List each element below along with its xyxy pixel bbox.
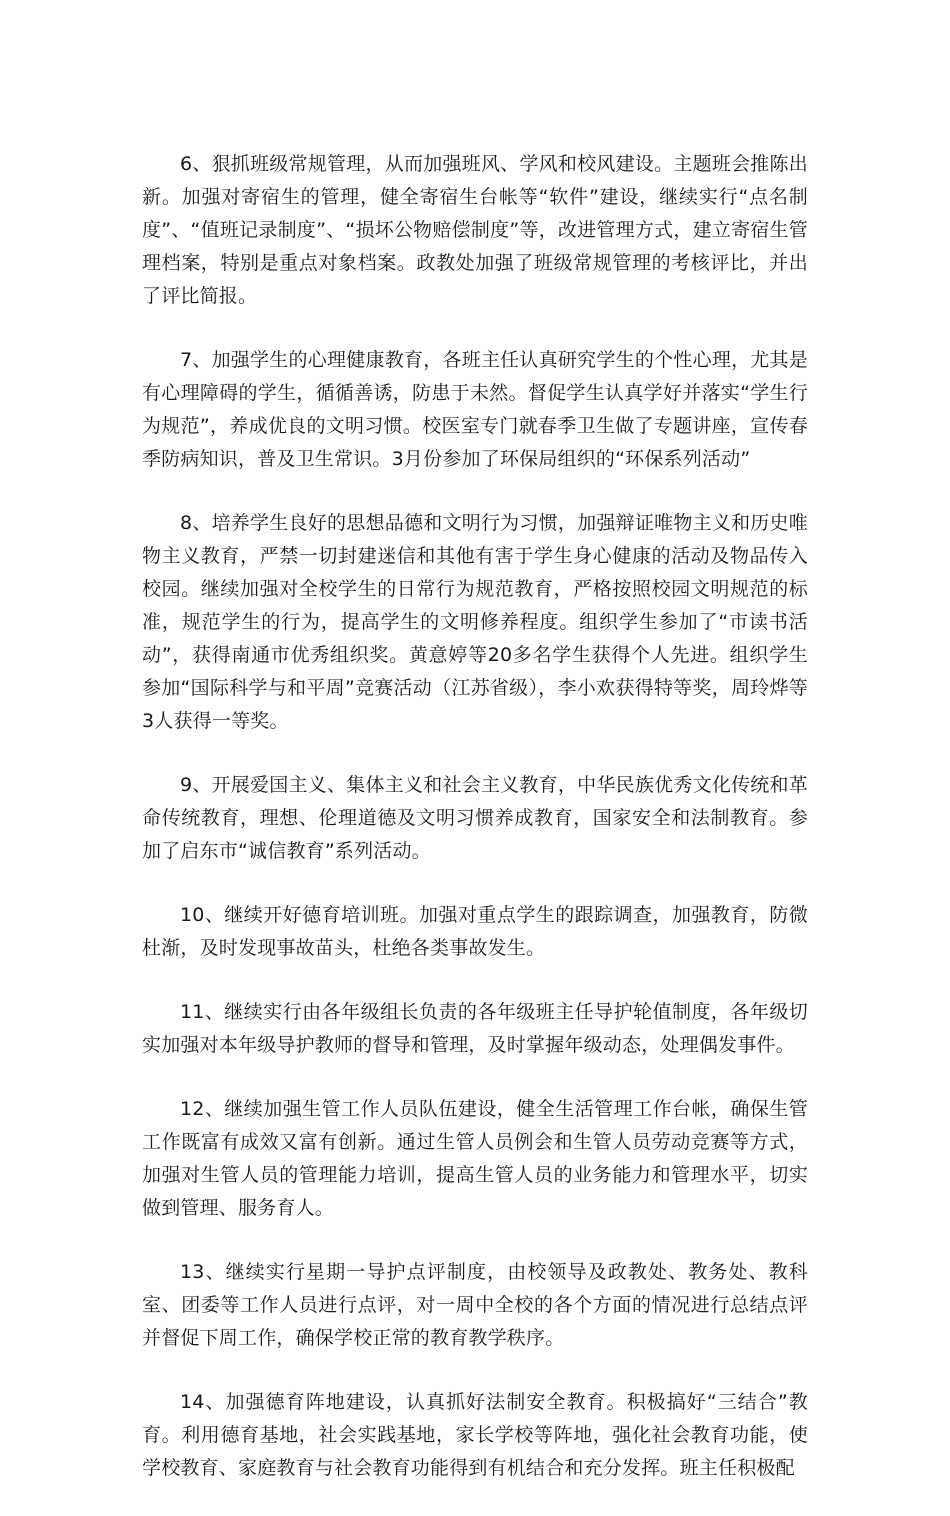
paragraph-item-14: 14、加强德育阵地建设，认真抓好法制安全教育。积极搞好“三结合”教育。利用德育基地，社会实践基地，家长学校等阵地，强化社会教育功能，使学校教育、家庭教育与社会教育功能得到有机结合和充分发挥。班主任积极配 bbox=[142, 1391, 808, 1479]
document-body bbox=[142, 148, 808, 1516]
paragraph-item-13: 13、继续实行星期一导护点评制度，由校领导及政教处、教务处、教科室、团委等工作人员进行点评，对一周中全校的各个方面的情况进行总结点评并督促下周工作，确保学校正常的教育教学秩序。 bbox=[142, 1261, 808, 1349]
paragraph-item-7: 7、加强学生的心理健康教育，各班主任认真研究学生的个性心理，尤其是有心理障碍的学生，循循善诱，防患于未然。督促学生认真学好并落实“学生行为规范”，养成优良的文明习惯。校医室专门就春季卫生做了专题讲座，宣传春季防病知识，普及卫生常识。3月份参加了环保局组织的“环保系列活动” bbox=[142, 349, 808, 470]
paragraph-item-6: 6、狠抓班级常规管理，从而加强班风、学风和校风建设。主题班会推陈出新。加强对寄宿生的管理，健全寄宿生台帐等“软件”建设，继续实行“点名制度”、“值班记录制度”、“损坏公物赔偿制度”等，改进管理方式，建立寄宿生管理档案，特别是重点对象档案。政教处加强了班级常规管理的考核评比，并出了评比简报。 bbox=[142, 153, 808, 307]
paragraph-item-11: 11、继续实行由各年级组长负责的各年级班主任导护轮值制度，各年级切实加强对本年级导护教师的督导和管理，及时掌握年级动态，处理偶发事件。 bbox=[142, 1001, 808, 1056]
paragraph-item-9: 9、开展爱国主义、集体主义和社会主义教育，中华民族优秀文化传统和革命传统教育，理想、伦理道德及文明习惯养成教育，国家安全和法制教育。参加了启东市“诚信教育”系列活动。 bbox=[142, 774, 808, 862]
paragraph-item-12: 12、继续加强生管工作人员队伍建设，健全生活管理工作台帐，确保生管工作既富有成效又富有创新。通过生管人员例会和生管人员劳动竞赛等方式，加强对生管人员的管理能力培训，提高生管人员的业务能力和管理水平，切实做到管理、服务育人。 bbox=[142, 1098, 808, 1219]
paragraph-item-8: 8、培养学生良好的思想品德和文明行为习惯，加强辩证唯物主义和历史唯物主义教育，严禁一切封建迷信和其他有害于学生身心健康的活动及物品传入校园。继续加强对全校学生的日常行为规范教育，严格按照校园文明规范的标准，规范学生的行为，提高学生的文明修养程度。组织学生参加了“市读书活动”，获得南通市优秀组织奖。黄意婷等20多名学生获得个人先进。组织学生参加“国际科学与和平周”竞赛活动（江苏省级），李小欢获得特等奖，周玲烨等3人获得一等奖。 bbox=[142, 512, 808, 732]
paragraph-item-10: 10、继续开好德育培训班。加强对重点学生的跟踪调查，加强教育，防微杜渐，及时发现事故苗头，杜绝各类事故发生。 bbox=[142, 904, 808, 959]
